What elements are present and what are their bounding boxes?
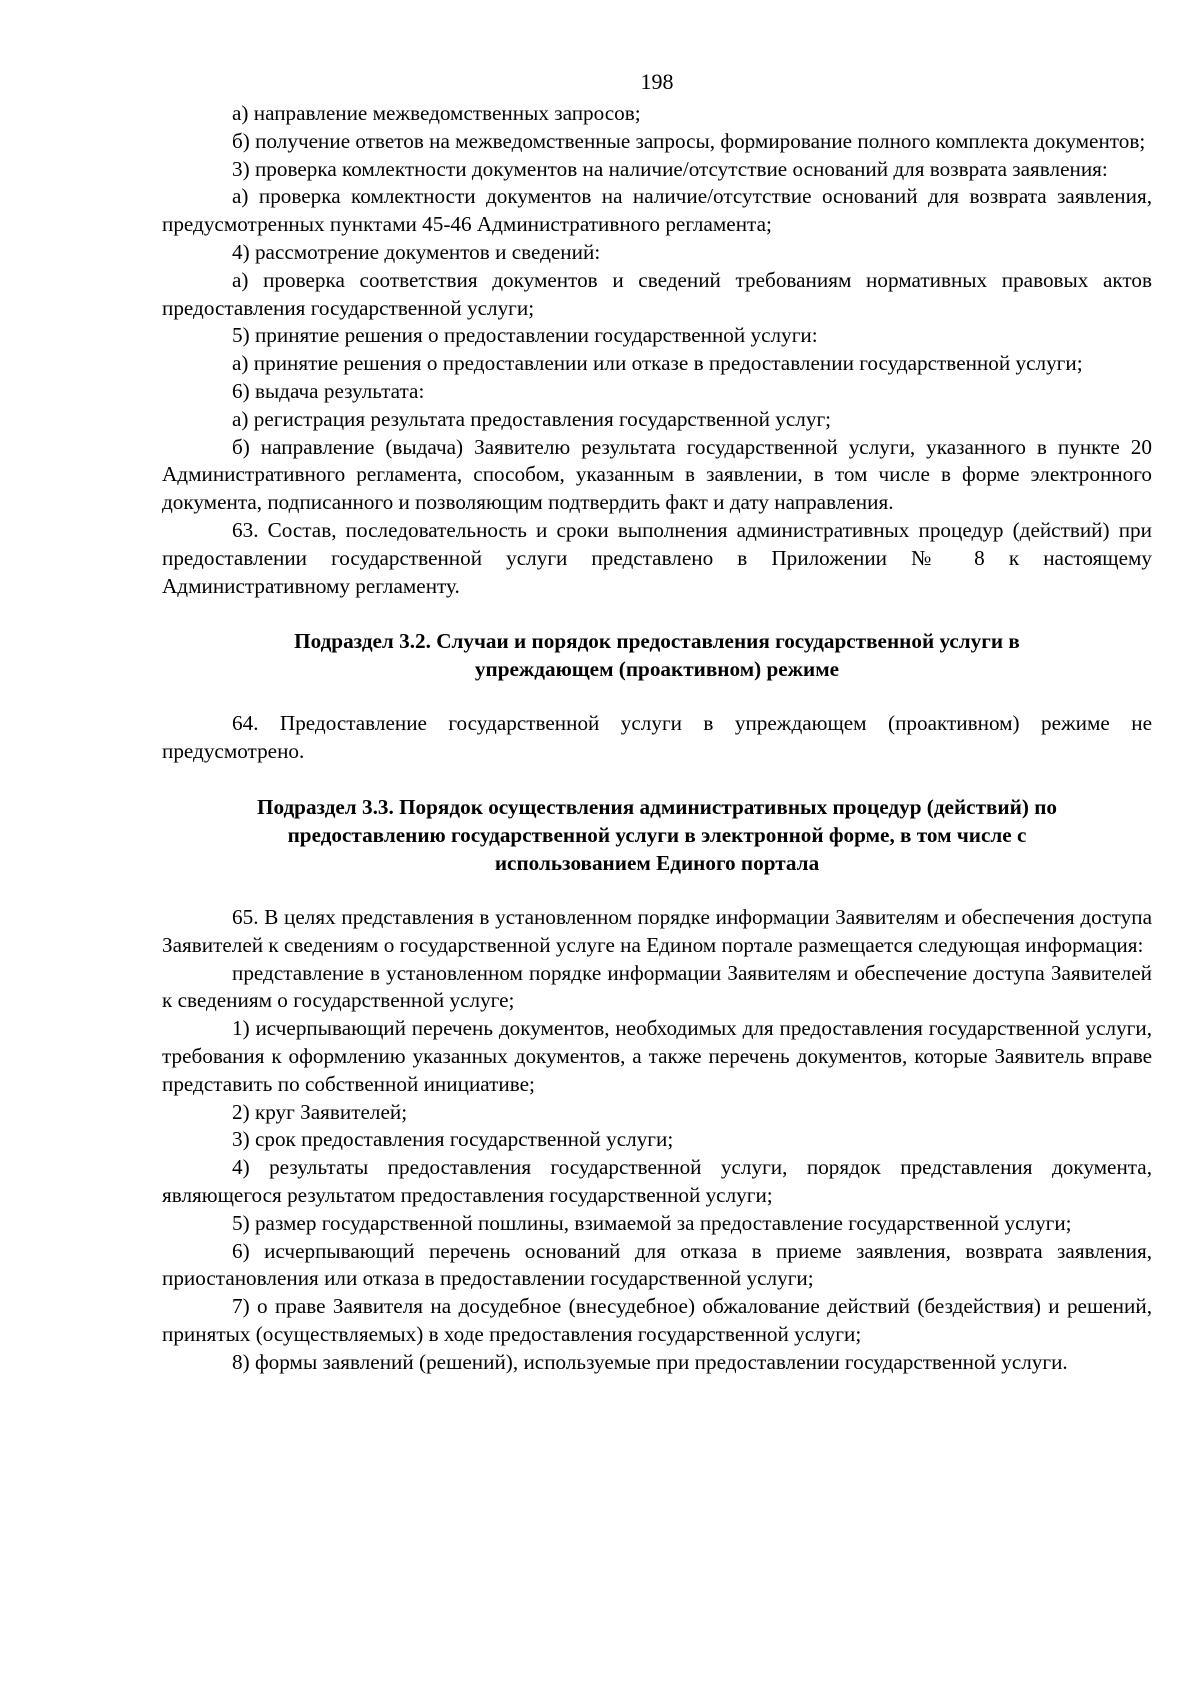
section-heading (162, 793, 1152, 877)
paragraph: 5) размер государственной пошлины, взимаемой за предоставление государственной услуги; (232, 1210, 1072, 1235)
section-3-3 (162, 793, 1152, 1377)
section-heading-line: Подраздел 3.3. Порядок осуществления административных процедур (действий) по (257, 794, 1057, 819)
section-3-2 (162, 627, 1152, 766)
paragraph: а) принятие решения о предоставлении или отказе в предоставлении государственной услуги; (232, 351, 1083, 376)
section-heading-line: упреждающем (проактивном) режиме (474, 657, 840, 682)
spacer (162, 766, 1152, 793)
paragraph: б) направление (выдача) Заявителю результата государственной услуги, указанного в пункте 20 Административного регламента, способом, указанным в заявлении, в том числе в форме электронного документа, подписанного и позволяющим подтвердить факт и дату направления. (162, 434, 1152, 515)
paragraph: 3) проверка комлектности документов на наличие/отсутствие оснований для возврата заявления: (232, 156, 1108, 181)
paragraph: 4) результаты предоставления государственной услуги, порядок представления документа, являющегося результатом предоставления государственной услуги; (162, 1155, 1152, 1207)
paragraph: 6) исчерпывающий перечень оснований для отказа в приеме заявления, возврата заявления, приостановления или отказа в предоставлении государственной услуги; (162, 1238, 1152, 1291)
spacer (162, 683, 1152, 710)
paragraph: 8) формы заявлений (решений), используемые при предоставлении государственной услуги. (232, 1349, 1068, 1374)
section-procedures-list (162, 100, 1152, 600)
paragraph: а) регистрация результата предоставления государственной услуг; (232, 406, 832, 431)
section-heading-line: использованием Единого портала (494, 850, 820, 875)
paragraph: а) проверка комлектности документов на наличие/отсутствие оснований для возврата заявления, предусмотренных пунктами 45-46 Административного регламента; (162, 184, 1152, 237)
paragraph: 6) выдача результата: (232, 378, 425, 403)
paragraph: представление в установленном порядке информации Заявителям и обеспечение доступа Заявителей к сведениям о государственной услуге; (162, 960, 1152, 1013)
section-heading-line: предоставлению государственной услуги в электронной форме, в том числе с (287, 822, 1027, 847)
spacer (162, 877, 1152, 904)
section-heading (162, 627, 1152, 683)
paragraph: а) проверка соответствия документов и сведений требованиям нормативных правовых актов предоставления государственной услуги; (162, 267, 1152, 320)
section-heading-line: Подраздел 3.2. Случаи и порядок предоставления государственной услуги в (294, 629, 1020, 654)
page-number: 198 (640, 69, 674, 94)
document-page (162, 68, 1152, 1376)
paragraph: 7) о праве Заявителя на досудебное (внесудебное) обжалование действий (бездействия) и решений, принятых (осуществляемых) в ходе предоставления государственной услуги; (162, 1294, 1152, 1346)
paragraph: 63. Состав, последовательность и сроки выполнения административных процедур (действий) при предоставлении государственной услуги представлено в Приложении № 8 к настоящему Административному регламенту. (162, 517, 1152, 598)
paragraph: 65. В целях представления в установленном порядке информации Заявителям и обеспечения доступа Заявителей к сведениям о государственной услуге на Едином портале размещается следующая информация: (162, 904, 1152, 957)
paragraph: б) получение ответов на межведомственные запросы, формирование полного комплекта документов; (232, 128, 1146, 153)
paragraph: 2) круг Заявителей; (232, 1099, 408, 1124)
paragraph: 5) принятие решения о предоставлении государственной услуги: (232, 323, 818, 348)
paragraph: 3) срок предоставления государственной услуги; (232, 1127, 674, 1152)
spacer (162, 600, 1152, 627)
paragraph: 1) исчерпывающий перечень документов, необходимых для предоставления государственной услуги, требования к оформлению указанных документов, а также перечень документов, которые Заявитель вправе представить по собственной инициативе; (162, 1016, 1152, 1096)
paragraph: 4) рассмотрение документов и сведений: (232, 239, 601, 264)
paragraph: а) направление межведомственных запросов; (232, 101, 641, 125)
paragraph: 64. Предоставление государственной услуги в упреждающем (проактивном) режиме не предусмотрено. (162, 711, 1152, 764)
